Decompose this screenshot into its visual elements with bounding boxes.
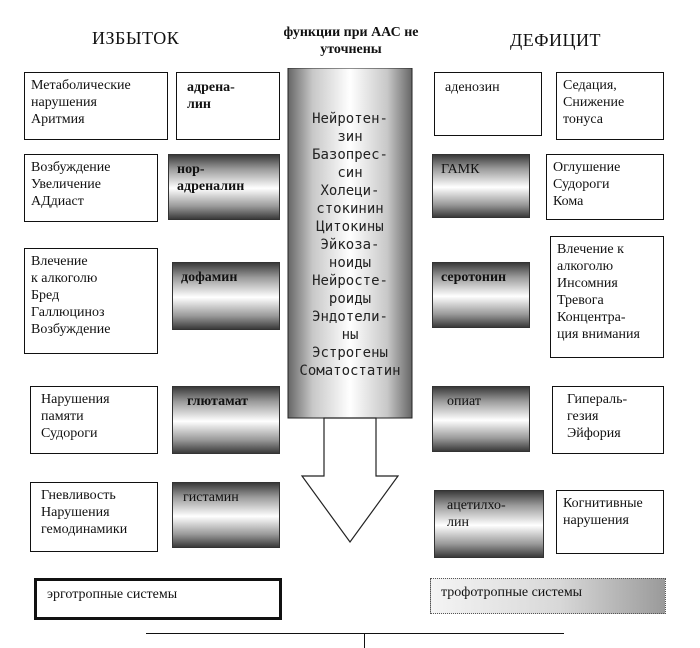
- bottom-stem: [364, 633, 365, 648]
- mediator-serotonin: серотонин: [432, 262, 530, 328]
- excess-effect-histamine: Гневливость Нарушения гемодинамики: [30, 482, 158, 552]
- header-excess: ИЗБЫТОК: [92, 28, 180, 48]
- mediator-dopamine: дофамин: [172, 262, 280, 330]
- deficit-effect-adenosine: Седация, Снижение тонуса: [556, 72, 664, 140]
- excess-effect-dopamine: Влечение к алкоголю Бред Галлюциноз Возбуждение: [24, 248, 158, 354]
- excess-effect-noradrenaline: Возбуждение Увеличение АДдиаст: [24, 154, 158, 222]
- mediator-gaba: ГАМК: [432, 154, 530, 218]
- ergotropic-systems: эрготропные системы: [34, 578, 282, 620]
- mediator-opiate: опиат: [432, 386, 530, 452]
- mediator-noradrenaline: нор- адреналин: [168, 154, 280, 220]
- mediator-adrenaline: адрена- лин: [176, 72, 280, 140]
- excess-effect-adrenaline: Метаболические нарушения Аритмия: [24, 72, 168, 140]
- mediator-glutamate: глютамат: [172, 386, 280, 454]
- header-unclear-functions: функции при ААС не уточнены: [283, 25, 419, 57]
- unclear-mediators-list: Нейротен- зин Базопрес- син Холеци- стокинин Цитокины Эйкоза- ноиды Нейросте- роиды Эндотели- ны Эстрогены Соматостатин: [299, 111, 401, 379]
- deficit-effect-acetylcholine: Когнитивные нарушения: [556, 490, 664, 554]
- arrow-head: [302, 418, 398, 542]
- header-deficit: ДЕФИЦИТ: [510, 30, 601, 50]
- deficit-effect-gaba: Оглушение Судороги Кома: [546, 154, 664, 220]
- mediator-adenosine: аденозин: [434, 72, 542, 136]
- mediator-acetylcholine: ацетилхо- лин: [434, 490, 544, 558]
- trophotropic-systems: трофотропные системы: [430, 578, 666, 614]
- bottom-divider: [146, 633, 564, 634]
- excess-effect-glutamate: Нарушения памяти Судороги: [30, 386, 158, 454]
- mediator-histamine: гистамин: [172, 482, 280, 548]
- deficit-effect-opiate: Гипераль- гезия Эйфория: [552, 386, 664, 454]
- deficit-effect-serotonin: Влечение к алкоголю Инсомния Тревога Концентра- ция внимания: [550, 236, 664, 358]
